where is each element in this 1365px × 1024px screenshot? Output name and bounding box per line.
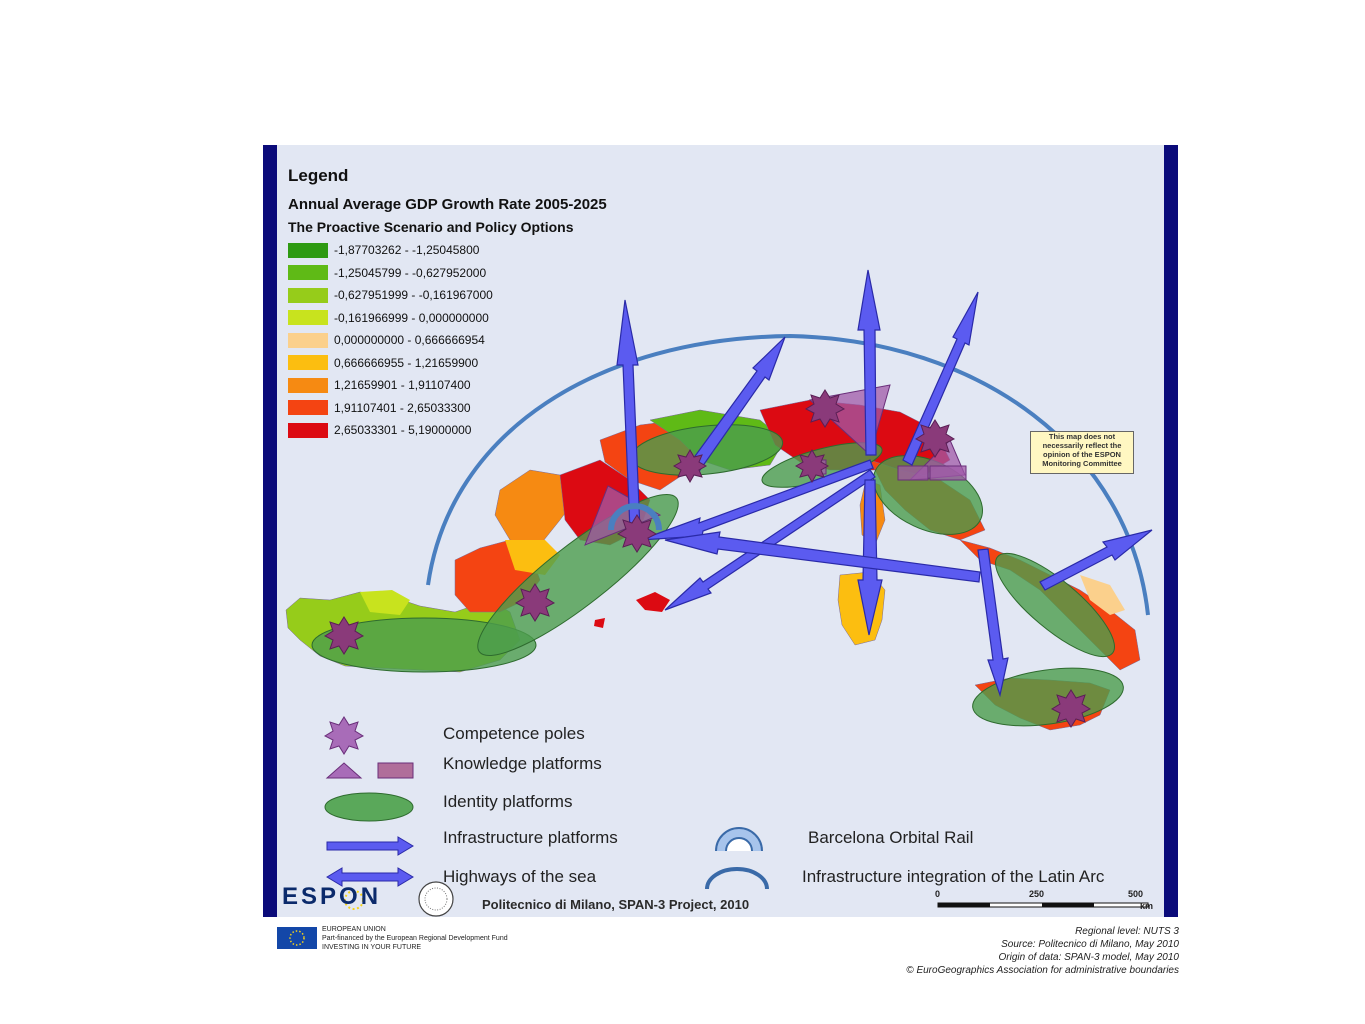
competence-pole-genoa (796, 450, 828, 482)
legend-class-label: 1,91107401 - 2,65033300 (334, 400, 471, 415)
scale-tick-250: 250 (1029, 889, 1045, 899)
legend-class-label: -1,25045799 - -0,627952000 (334, 265, 487, 280)
key-label-identity-platforms: Identity platforms (443, 792, 573, 811)
cofinance-line-2: Part-financed by the European Regional Development Fund (322, 935, 508, 942)
legend-class-label: 2,65033301 - 5,19000000 (334, 423, 472, 437)
competence-pole-valencia (516, 584, 554, 621)
region-balearic (636, 592, 670, 612)
key-label-infrastructure-platforms: Infrastructure platforms (443, 828, 618, 847)
disclaimer-notice: This map does not necessarily reflect the opinion of the ESPON Monitoring Committee (1030, 431, 1134, 474)
competence-pole-marseille (674, 450, 706, 482)
espon-logo: ESPON (282, 883, 382, 910)
legend-class-label: 0,000000000 - 0,666666954 (334, 333, 485, 347)
competence-pole-sevilla (325, 617, 363, 654)
key-label-infrastructure-integration: Infrastructure integration of the Latin Arc (802, 867, 1105, 886)
key-label-barcelona-orbital-rail: Barcelona Orbital Rail (808, 828, 974, 847)
competence-pole-milan (916, 420, 954, 457)
legend-class-label: -0,627951999 - -0,161967000 (334, 288, 493, 302)
project-credit: Politecnico di Milano, SPAN-3 Project, 2010 (482, 897, 750, 912)
scale-tick-0: 0 (935, 889, 941, 899)
legend-class-label: 1,21659901 - 1,91107400 (334, 378, 471, 392)
legend-title: Annual Average GDP Growth Rate 2005-2025 (288, 196, 607, 213)
key-label-knowledge-platforms: Knowledge platforms (443, 754, 602, 773)
legend-class-label: -0,161966999 - 0,000000000 (334, 310, 489, 325)
scale-unit: km (1140, 901, 1154, 911)
legend-class-label: -1,87703262 - -1,25045800 (334, 243, 480, 257)
key-label-highways-of-the-sea: Highways of the sea (443, 867, 597, 886)
cofinance-line-3: INVESTING IN YOUR FUTURE (322, 944, 422, 951)
competence-pole-palermo (1052, 690, 1090, 727)
key-competence-pole-icon (325, 717, 363, 754)
legend-heading: Legend (288, 166, 349, 185)
source-line-3: Origin of data: SPAN-3 model, May 2010 (998, 952, 1179, 963)
politecnico-seal-icon (419, 882, 453, 916)
key-infrastructure-arrow-icon (327, 837, 413, 855)
knowledge-platform-rect-2 (930, 466, 966, 480)
source-line-1: Regional level: NUTS 3 (1075, 926, 1179, 937)
key-knowledge-triangle-icon (327, 763, 361, 778)
key-latin-arc-integration-icon (707, 869, 767, 889)
legend-subtitle: The Proactive Scenario and Policy Options (288, 219, 574, 235)
legend-class-label: 0,666666955 - 1,21659900 (334, 355, 479, 370)
scale-tick-500: 500 (1128, 889, 1144, 899)
competence-pole-turin (806, 390, 844, 427)
infrastructure-arrow-sea-4 (665, 532, 980, 582)
source-line-2: Source: Politecnico di Milano, May 2010 (1001, 939, 1179, 950)
key-identity-platform-icon (325, 793, 413, 821)
competence-pole-barcelona (618, 515, 656, 552)
source-line-4: © EuroGeographics Association for administrative boundaries (906, 965, 1179, 976)
key-knowledge-rect-icon (378, 763, 413, 778)
key-label-competence-poles: Competence poles (443, 724, 585, 743)
knowledge-platform-rect-1 (898, 466, 928, 480)
cofinance-line-1: EUROPEAN UNION (322, 926, 386, 933)
